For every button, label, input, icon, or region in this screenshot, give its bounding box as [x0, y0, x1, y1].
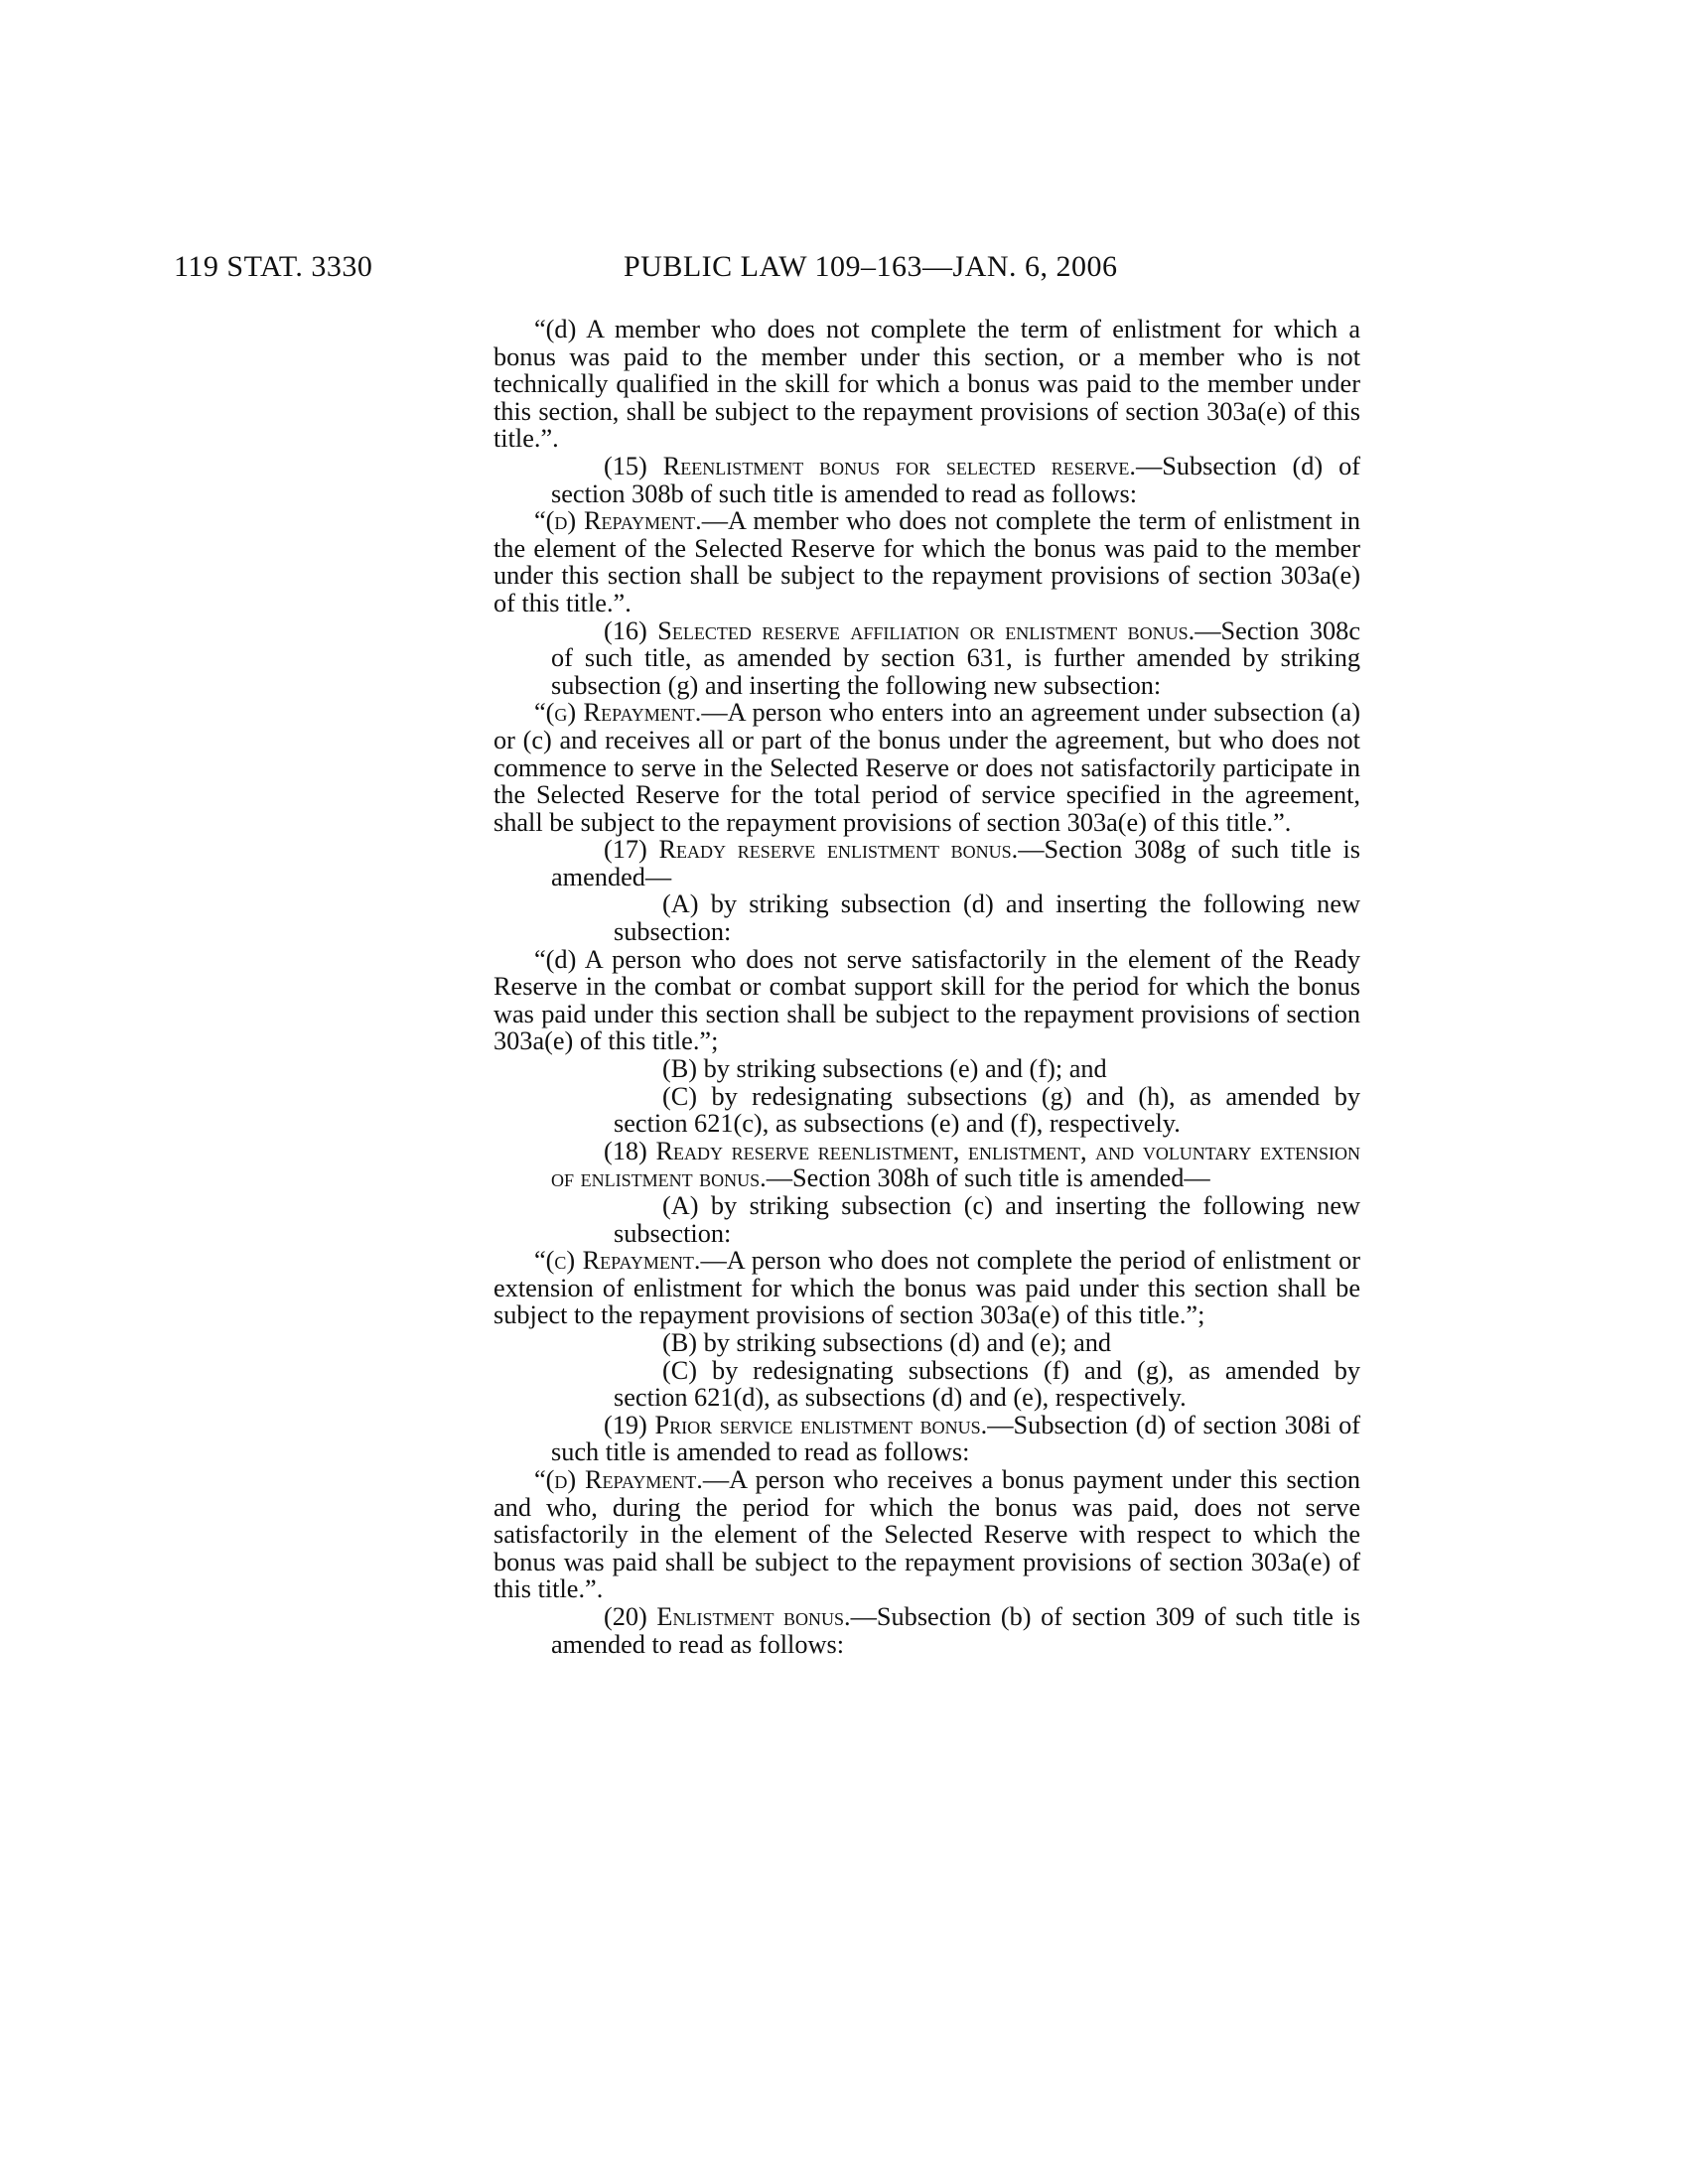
paragraph-quoted-308g-d: “(d) A person who does not serve satisfactorily in the element of the Ready Reserve in the combat or combat support skill for the period for which the bonus was paid under this section shall be subject to the repayment provisions of section 303a(e) of this title.”; [493, 944, 1360, 1056]
paragraph-20 [493, 1603, 1360, 1658]
heading-16: (16) Selected reserve affiliation or enlistment bonus. [604, 615, 1196, 645]
paragraph-repayment-308c [493, 699, 1360, 836]
paragraph-quoted-d: “(d) A member who does not complete the term of enlistment for which a bonus was paid to the member under this section, or a member who is not technically qualified in the skill for which a bonus was paid to the member under this section, shall be subject to the repayment provisions of section 303a(e) of this title.”. [493, 315, 1360, 454]
stat-citation: 119 STAT. 3330 [174, 250, 373, 283]
text-19: —Subsection (d) of section 308i of such title is amended to read as follows: [551, 1410, 1360, 1467]
heading-19: (19) Prior service enlistment bonus. [604, 1410, 988, 1439]
running-header [0, 250, 1688, 290]
paragraph-18-c: (C) by redesignating subsections (f) and (g), as amended by section 621(d), as subsections (d) and (e), respectively. [614, 1355, 1360, 1413]
paragraph-repayment-308i [493, 1466, 1360, 1603]
heading-repayment-308i: “(d) Repayment. [534, 1464, 703, 1494]
heading-repayment-308c: “(g) Repayment. [534, 698, 702, 728]
paragraph-19 [493, 1412, 1360, 1466]
paragraph-15 [493, 453, 1360, 507]
paragraph-17 [493, 836, 1360, 890]
paragraph-18 [493, 1138, 1360, 1192]
heading-18: (18) Ready reserve reenlistment, enlistment, and voluntary extension of enlistment bonus. [551, 1136, 1360, 1193]
paragraph-18-b: (B) by striking subsections (d) and (e); and [662, 1327, 1112, 1357]
text-17: —Section 308g of such title is amended— [551, 835, 1361, 891]
paragraph-16 [493, 617, 1360, 700]
text-repayment-308b: —A member who does not complete the term of enlistment in the element of the Selected Reserve for which the bonus was paid to the member under this section shall be subject to the repayment provisions of section 303a(e) of this title.”. [493, 506, 1360, 617]
heading-20: (20) Enlistment bonus. [604, 1601, 851, 1631]
paragraph-17-c: (C) by redesignating subsections (g) and (h), as amended by section 621(c), as subsections (e) and (f), respectively. [614, 1081, 1360, 1139]
heading-17: (17) Ready reserve enlistment bonus. [604, 835, 1019, 865]
law-title: PUBLIC LAW 109–163—JAN. 6, 2006 [624, 250, 1118, 283]
paragraph-repayment-308h [493, 1247, 1360, 1329]
heading-repayment-308h: “(c) Repayment. [534, 1246, 701, 1276]
heading-15: (15) Reenlistment bonus for selected reserve. [604, 451, 1136, 480]
text-repayment-308i: —A person who receives a bonus payment under this section and who, during the period for which the bonus was paid, does not serve satisfactorily in the element of the Selected Reserve with respect to which the bonus was paid shall be subject to the repayment provisions of section 303a(e) of this title.”. [493, 1464, 1361, 1604]
paragraph-17-b: (B) by striking subsections (e) and (f); and [662, 1054, 1107, 1084]
paragraph-18-a: (A) by striking subsection (c) and inserting the following new subsection: [614, 1191, 1360, 1248]
paragraph-repayment-308b [493, 507, 1360, 616]
text-20: —Subsection (b) of section 309 of such title is amended to read as follows: [551, 1601, 1360, 1659]
text-repayment-308c: —A person who enters into an agreement under subsection (a) or (c) and receives all or part of the bonus under the agreement, but who does not commence to serve in the Selected Reserve or does not satisfactorily participate in the Selected Reserve for the total period of service specified in the agreement, shall be subject to the repayment provisions of section 303a(e) of this title.”. [493, 698, 1360, 837]
text-repayment-308h: —A person who does not complete the period of enlistment or extension of enlistment for which the bonus was paid under this section shall be subject to the repayment provisions of section 303a(e) of this title.”; [493, 1246, 1360, 1330]
text-15: —Subsection (d) of section 308b of such title is amended to read as follows: [551, 451, 1360, 508]
paragraph-17-a: (A) by striking subsection (d) and inserting the following new subsection: [614, 889, 1360, 947]
text-16: —Section 308c of such title, as amended by section 631, is further amended by striking subsection (g) and inserting the following new subsection: [551, 615, 1360, 700]
heading-repayment-308b: “(d) Repayment. [534, 506, 702, 536]
document-body [493, 316, 1360, 1658]
text-18: —Section 308h of such title is amended— [766, 1163, 1210, 1193]
